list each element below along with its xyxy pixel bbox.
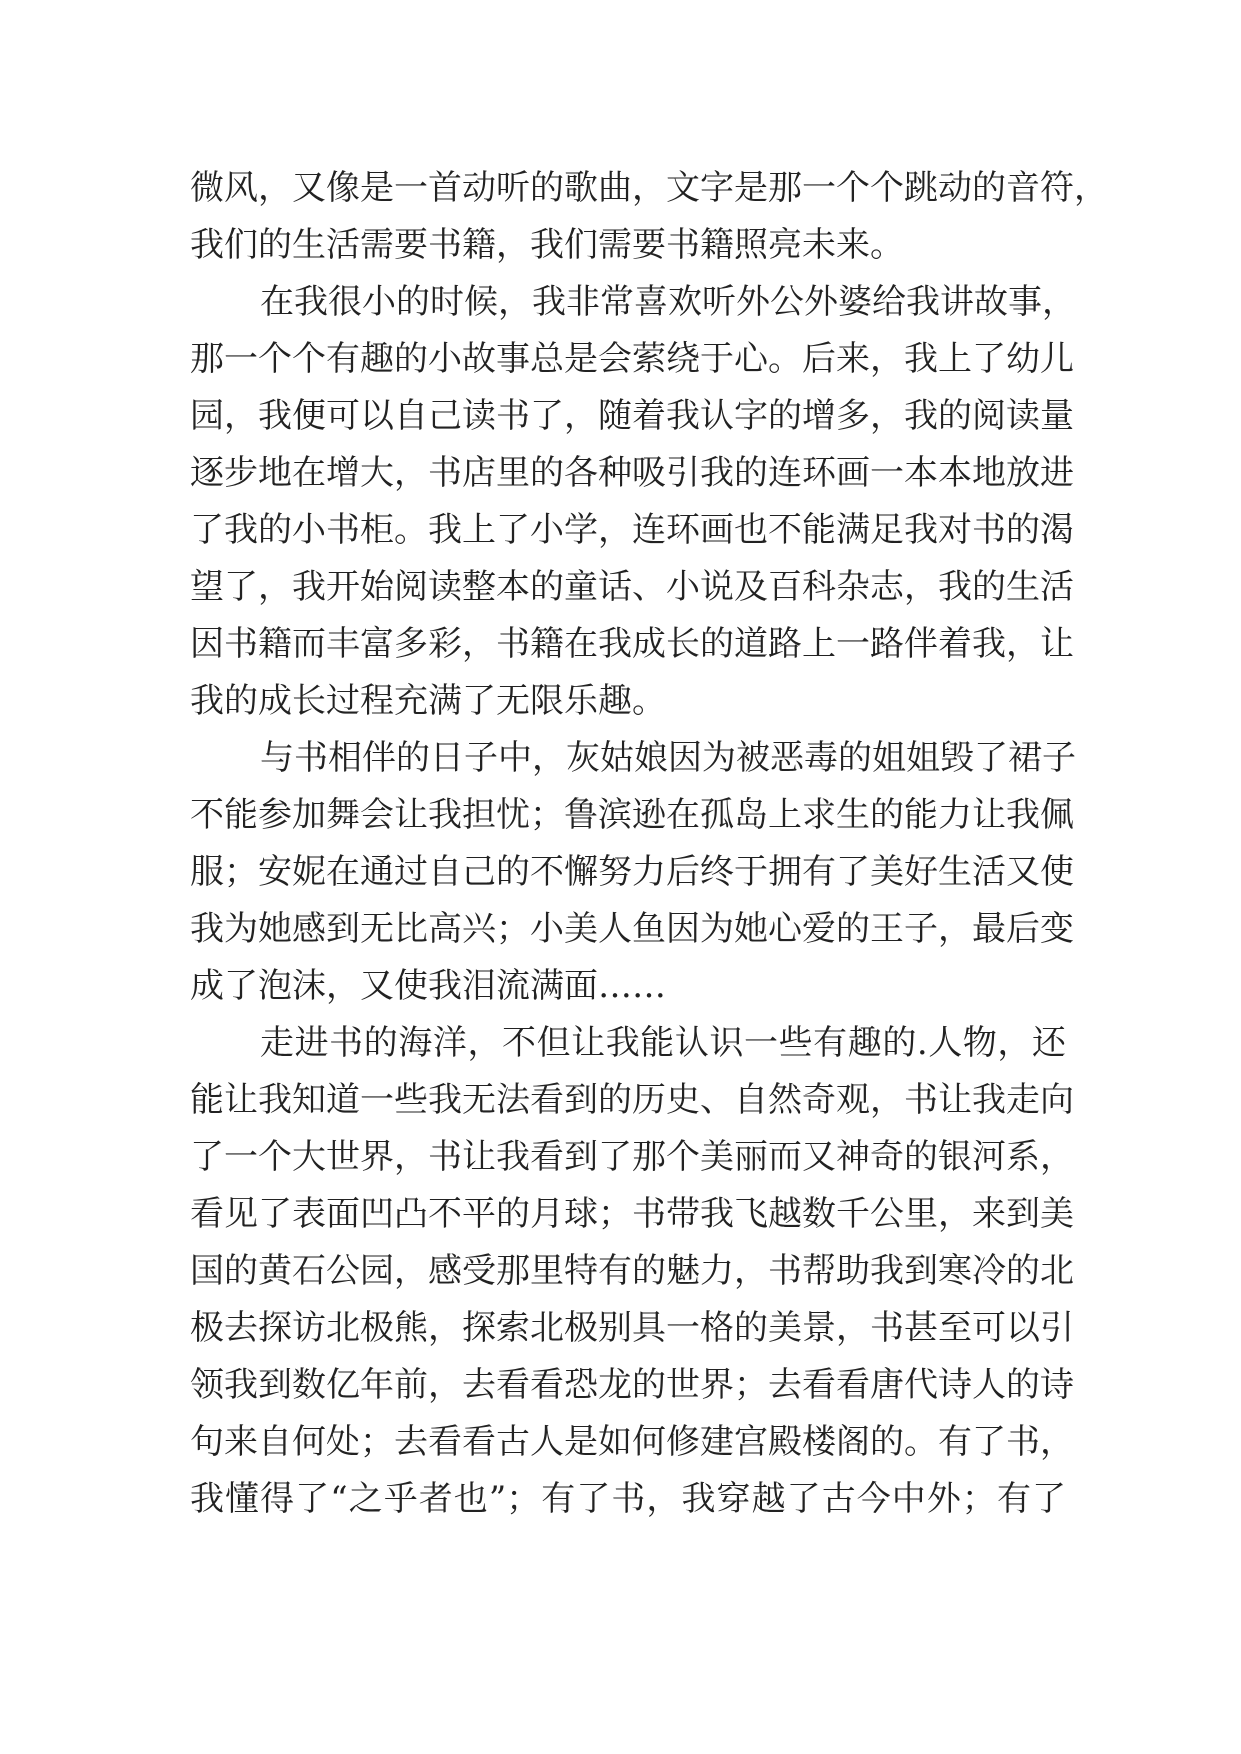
text-line: 我为她感到无比高兴；小美人鱼因为她心爱的王子，最后变 <box>190 909 1074 949</box>
text-line: 不能参加舞会让我担忧；鲁滨逊在孤岛上求生的能力让我佩 <box>190 795 1074 835</box>
text-line: 国的黄石公园，感受那里特有的魅力，书帮助我到寒冷的北 <box>190 1251 1074 1291</box>
text-line: 我的成长过程充满了无限乐趣。 <box>190 681 666 721</box>
text-line: 我懂得了“之乎者也”；有了书，我穿越了古今中外；有了 <box>190 1479 1066 1519</box>
text-line: 因书籍而丰富多彩，书籍在我成长的道路上一路伴着我，让 <box>190 624 1074 664</box>
text-line: 了我的小书柜。我上了小学，连环画也不能满足我对书的渴 <box>190 510 1074 550</box>
text-line: 微风，又像是一首动听的歌曲，文字是那一个个跳动的音符， <box>190 168 1108 208</box>
text-line: 那一个个有趣的小故事总是会萦绕于心。后来，我上了幼儿 <box>190 339 1074 379</box>
text-line: 成了泡沫，又使我泪流满面…… <box>190 966 666 1006</box>
text-line: 在我很小的时候，我非常喜欢听外公外婆给我讲故事， <box>260 282 1076 322</box>
text-line: 园，我便可以自己读书了，随着我认字的增多，我的阅读量 <box>190 396 1074 436</box>
text-line: 逐步地在增大，书店里的各种吸引我的连环画一本本地放进 <box>190 453 1074 493</box>
text-line: 走进书的海洋，不但让我能认识一些有趣的.人物，还 <box>260 1023 1066 1063</box>
text-line: 我们的生活需要书籍，我们需要书籍照亮未来。 <box>190 225 904 265</box>
text-line: 极去探访北极熊，探索北极别具一格的美景，书甚至可以引 <box>190 1308 1074 1348</box>
text-line: 能让我知道一些我无法看到的历史、自然奇观，书让我走向 <box>190 1080 1074 1120</box>
text-line: 看见了表面凹凸不平的月球；书带我飞越数千公里，来到美 <box>190 1194 1074 1234</box>
text-line: 与书相伴的日子中，灰姑娘因为被恶毒的姐姐毁了裙子 <box>260 738 1076 778</box>
text-line: 句来自何处；去看看古人是如何修建宫殿楼阁的。有了书， <box>190 1422 1074 1462</box>
body-text <box>190 160 1108 1528</box>
text-line: 领我到数亿年前，去看看恐龙的世界；去看看唐代诗人的诗 <box>190 1365 1074 1405</box>
text-line: 服；安妮在通过自己的不懈努力后终于拥有了美好生活又使 <box>190 852 1074 892</box>
text-line: 了一个大世界，书让我看到了那个美丽而又神奇的银河系， <box>190 1137 1074 1177</box>
text-line: 望了，我开始阅读整本的童话、小说及百科杂志，我的生活 <box>190 567 1074 607</box>
